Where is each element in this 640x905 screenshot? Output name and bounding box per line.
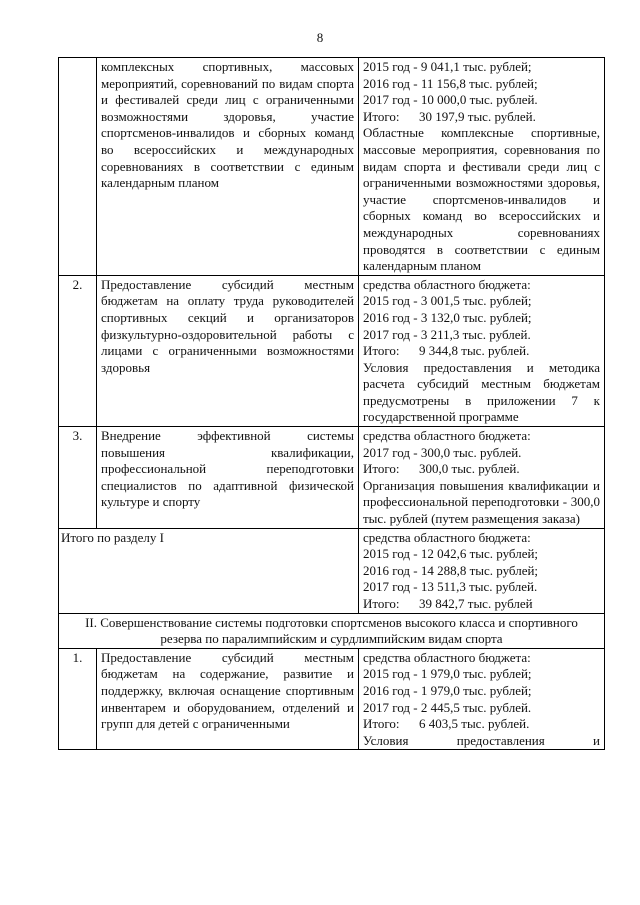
section-title: II. Совершенствование системы подготовки спортсменов высокого класса и спортивного резерва по паралимпийским и сурдлимпийским видам спорта [59,613,605,648]
finance-note: Организация повышения квалификации и профессиональной переподготовки - 300,0 тыс. рублей (путем размещения заказа) [363,477,600,527]
finance-line: Итого: 39 842,7 тыс. рублей [363,596,533,611]
activity-cell: Предоставление субсидий местным бюджетам на оплату труда руководителей спортивных секций и организаторов физкультурно-оздоровительной работы с лицами с ограниченными возможностями здоровья [97,275,359,426]
page-number: 8 [316,30,324,45]
finance-line: 2017 год - 10 000,0 тыс. рублей. [363,92,538,108]
row-number: 3. [59,427,97,529]
finance-line: 2015 год - 3 001,5 тыс. рублей; [363,293,532,309]
finance-line: средства областного бюджета: [363,276,531,292]
finance-cell [359,648,605,750]
activity-cell: Предоставление субсидий местным бюджетам на содержание, развитие и поддержку, включая оснащение спортивным инвентарем и оборудованием, отделений и групп для детей с ограниченными [97,648,359,750]
finance-line: 2015 год - 1 979,0 тыс. рублей; [363,666,532,682]
finance-line: 2016 год - 11 156,8 тыс. рублей; [363,75,538,91]
activity-cell: Внедрение эффективной системы повышения квалификации, профессиональной переподготовки специалистов по адаптивной физической культуре и спорту [97,427,359,529]
finance-line: 2016 год - 1 979,0 тыс. рублей; [363,682,532,698]
finance-line: 2017 год - 2 445,5 тыс. рублей. [363,699,532,715]
finance-line: 2015 год - 9 041,1 тыс. рублей; [363,59,532,74]
table-row-total [59,528,605,613]
finance-line: 2016 год - 3 132,0 тыс. рублей; [363,309,532,325]
table-row-section [59,613,605,648]
program-table [58,57,605,750]
finance-line: Итого: 9 344,8 тыс. рублей. [363,343,530,359]
total-label: Итого по разделу I [59,528,359,613]
finance-note: Условия предоставления и [363,732,600,748]
finance-cell [359,58,605,276]
finance-line: 2017 год - 3 211,3 тыс. рублей. [363,326,531,342]
table-row [59,427,605,529]
finance-cell [359,427,605,529]
table-row [59,58,605,276]
table-row [59,648,605,750]
finance-line: средства областного бюджета: [363,649,531,665]
finance-note: Условия предоставления и методика расчета субсидий местным бюджетам предусмотрены в приложении 7 к государственной программе [363,359,600,425]
finance-line: Итого: 6 403,5 тыс. рублей. [363,716,530,732]
activity-cell: комплексных спортивных, массовых мероприятий, соревнований по видам спорта и фестивалей среди лиц с ограниченными возможностями здоровья, участие спортсменов-инвалидов и сборных команд во всероссийских и международных соревнованиях в соответствии с единым календарным планом [97,58,359,276]
table-row [59,275,605,426]
finance-line: средства областного бюджета: [363,529,531,545]
finance-line: Итого: 30 197,9 тыс. рублей. [363,108,536,124]
finance-line: 2017 год - 300,0 тыс. рублей. [363,444,522,460]
row-number [59,58,97,276]
row-number: 1. [59,648,97,750]
finance-cell [359,275,605,426]
finance-line: средства областного бюджета: [363,428,531,444]
row-number: 2. [59,275,97,426]
finance-line: 2016 год - 14 288,8 тыс. рублей; [363,562,539,578]
finance-line: 2017 год - 13 511,3 тыс. рублей. [363,579,538,595]
finance-note: Областные комплексные спортивные, массовые мероприятия, соревнования по видам спорта и фестивали среди лиц с ограниченными возможностями здоровья, участие спортсменов-инвалидов и сборных команд во всероссийских и международных соревнованиях проводятся в соответствии с единым календарным планом [363,125,600,274]
finance-line: Итого: 300,0 тыс. рублей. [363,461,520,477]
finance-cell [359,528,605,613]
finance-line: 2015 год - 12 042,6 тыс. рублей; [363,546,539,562]
